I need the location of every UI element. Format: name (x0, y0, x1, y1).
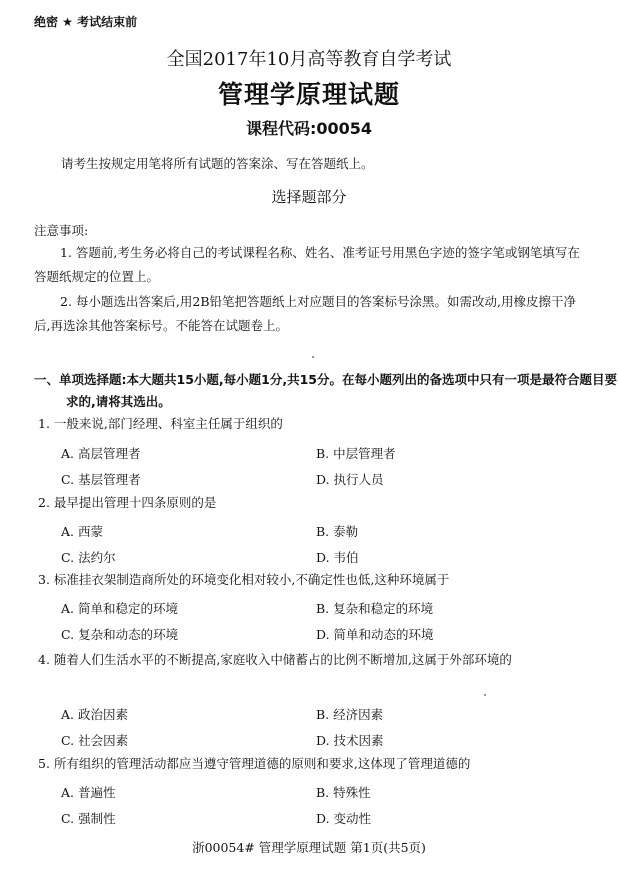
option-a: A. 政治因素 (61, 707, 128, 722)
question-stem: 1. 一般来说,部门经理、科室主任属于组织的 (38, 416, 283, 431)
option-c: C. 强制性 (61, 811, 116, 826)
option-a: A. 普遍性 (61, 785, 116, 800)
option-c: C. 社会因素 (61, 733, 129, 748)
option-c: C. 复杂和动态的环境 (61, 627, 179, 642)
course-code: 课程代码:00054 (245, 119, 373, 138)
option-d: D. 简单和动态的环境 (316, 627, 434, 642)
scan-speck (312, 356, 314, 358)
paper-title: 管理学原理试题 (217, 80, 400, 109)
option-d: D. 技术因素 (316, 733, 384, 748)
option-d: D. 变动性 (316, 811, 372, 826)
option-a: A. 高层管理者 (61, 446, 141, 461)
notes-heading: 注意事项: (34, 223, 89, 238)
option-d: D. 执行人员 (316, 472, 384, 487)
question-stem: 4. 随着人们生活水平的不断提高,家庭收入中储蓄占的比例不断增加,这属于外部环境的 (38, 652, 512, 667)
question-stem: 3. 标准挂衣架制造商所处的环境变化相对较小,不确定性也低,这种环境属于 (38, 572, 450, 587)
section-title: 选择题部分 (271, 188, 347, 206)
option-a: A. 西蒙 (61, 524, 103, 539)
option-d: D. 韦伯 (316, 550, 359, 565)
note-item: 1. 答题前,考生务必将自己的考试课程名称、姓名、准考证号用黑色字迹的签字笔或钢笔填写在答题纸规定的位置上。 (34, 245, 580, 284)
exam-title: 全国2017年10月高等教育自学考试 (166, 49, 452, 70)
note-item: 2. 每小题选出答案后,用2B铅笔把答题纸上对应题目的答案标号涂黑。如需改动,用橡皮擦干净后,再选涂其他答案标号。不能答在试题卷上。 (34, 294, 576, 333)
question-stem: 2. 最早提出管理十四条原则的是 (38, 495, 217, 510)
option-b: B. 特殊性 (316, 785, 371, 800)
question-stem: 5. 所有组织的管理活动都应当遵守管理道德的原则和要求,这体现了管理道德的 (38, 756, 471, 771)
scan-speck (484, 694, 486, 696)
page-footer: 浙00054# 管理学原理试题 第1页(共5页) (192, 840, 426, 855)
option-b: B. 经济因素 (316, 707, 384, 722)
confidential-label: 绝密 ★ 考试结束前 (34, 15, 138, 29)
part-one-heading: 一、单项选择题:本大题共15小题,每小题1分,共15分。在每小题列出的备选项中只有一项是最符合题目要求的,请将其选出。 (34, 372, 617, 409)
option-b: B. 泰勒 (316, 524, 359, 539)
option-b: B. 中层管理者 (316, 446, 396, 461)
instructions-intro: 请考生按规定用笔将所有试题的答案涂、写在答题纸上。 (61, 156, 374, 171)
option-b: B. 复杂和稳定的环境 (316, 601, 434, 616)
option-a: A. 简单和稳定的环境 (61, 601, 178, 616)
option-c: C. 法约尔 (61, 550, 116, 565)
option-c: C. 基层管理者 (61, 472, 141, 487)
